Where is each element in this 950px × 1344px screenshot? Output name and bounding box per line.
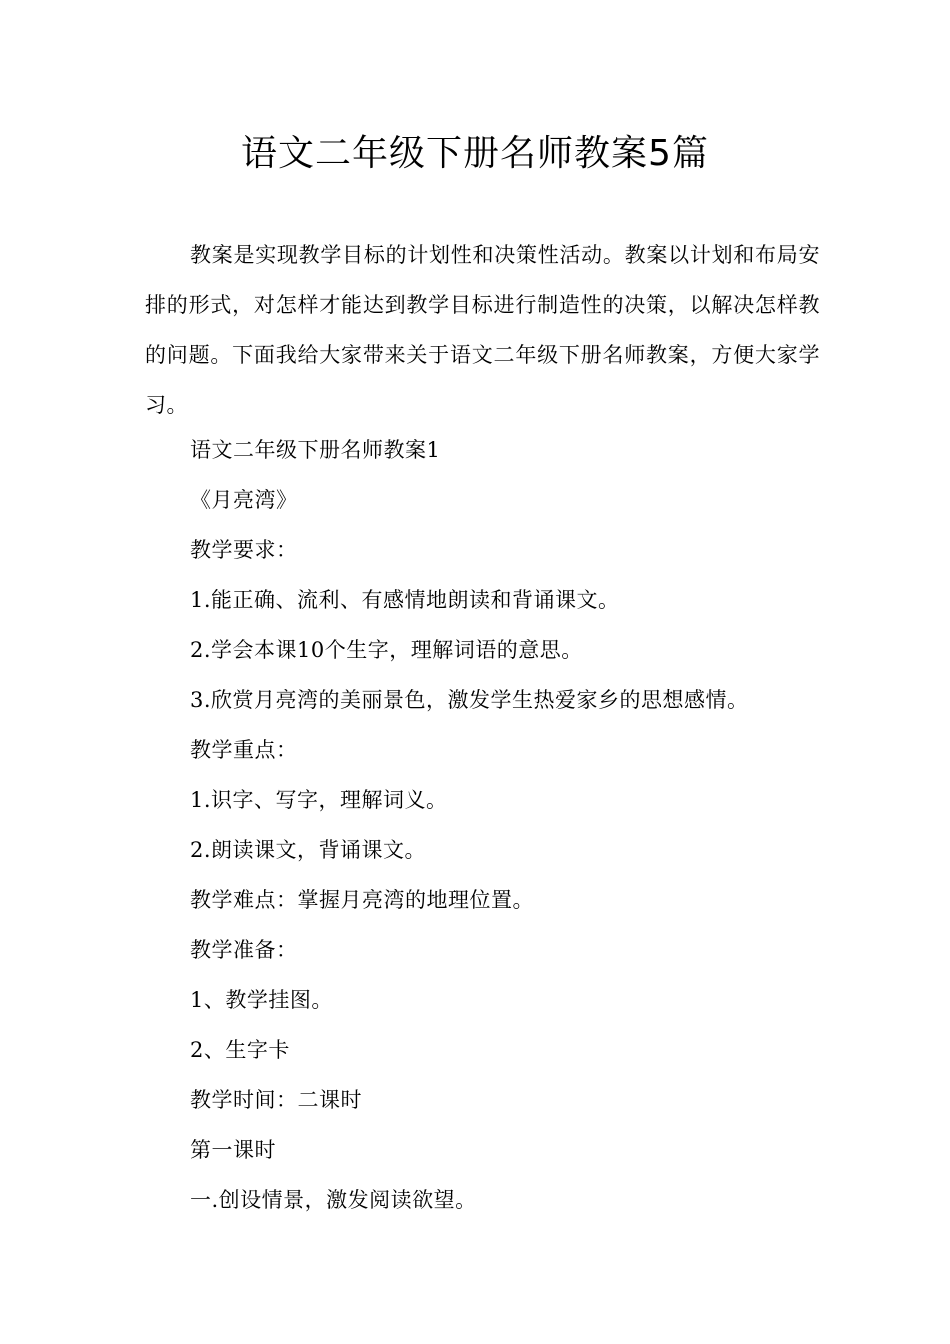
teaching-focus-heading: 教学重点： [190, 738, 298, 762]
intro-paragraph: 教案是实现教学目标的计划性和决策性活动。教案以计划和布局安排的形式，对怎样才能达到教学目标进行制造性的决策，以解决怎样教的问题。下面我给大家带来关于语文二年级下册名师教案，方便大家学习。 [145, 243, 820, 417]
document-title: 语文二年级下册名师教案5篇 [241, 133, 709, 174]
preparation-item-2: 2、生字卡 [190, 1038, 290, 1062]
requirement-item-2: 2.学会本课10个生字，理解词语的意思。 [190, 638, 583, 662]
teaching-difficulty: 教学难点：掌握月亮湾的地理位置。 [190, 888, 534, 912]
first-lesson-heading: 第一课时 [190, 1138, 276, 1162]
section-heading-lesson-1: 语文二年级下册名师教案1 [190, 438, 441, 462]
focus-item-2: 2.朗读课文，背诵课文。 [190, 838, 427, 862]
teaching-time: 教学时间：二课时 [190, 1088, 362, 1112]
lesson-title: 《月亮湾》 [190, 488, 298, 512]
teaching-requirements-heading: 教学要求： [190, 538, 298, 562]
preparation-item-1: 1、教学挂图。 [190, 988, 333, 1012]
teaching-preparation-heading: 教学准备： [190, 938, 298, 962]
focus-item-1: 1.识字、写字，理解词义。 [190, 788, 448, 812]
requirement-item-1: 1.能正确、流利、有感情地朗读和背诵课文。 [190, 588, 620, 612]
requirement-item-3: 3.欣赏月亮湾的美丽景色，激发学生热爱家乡的思想感情。 [190, 688, 749, 712]
step-1-heading: 一.创设情景，激发阅读欲望。 [190, 1188, 477, 1212]
